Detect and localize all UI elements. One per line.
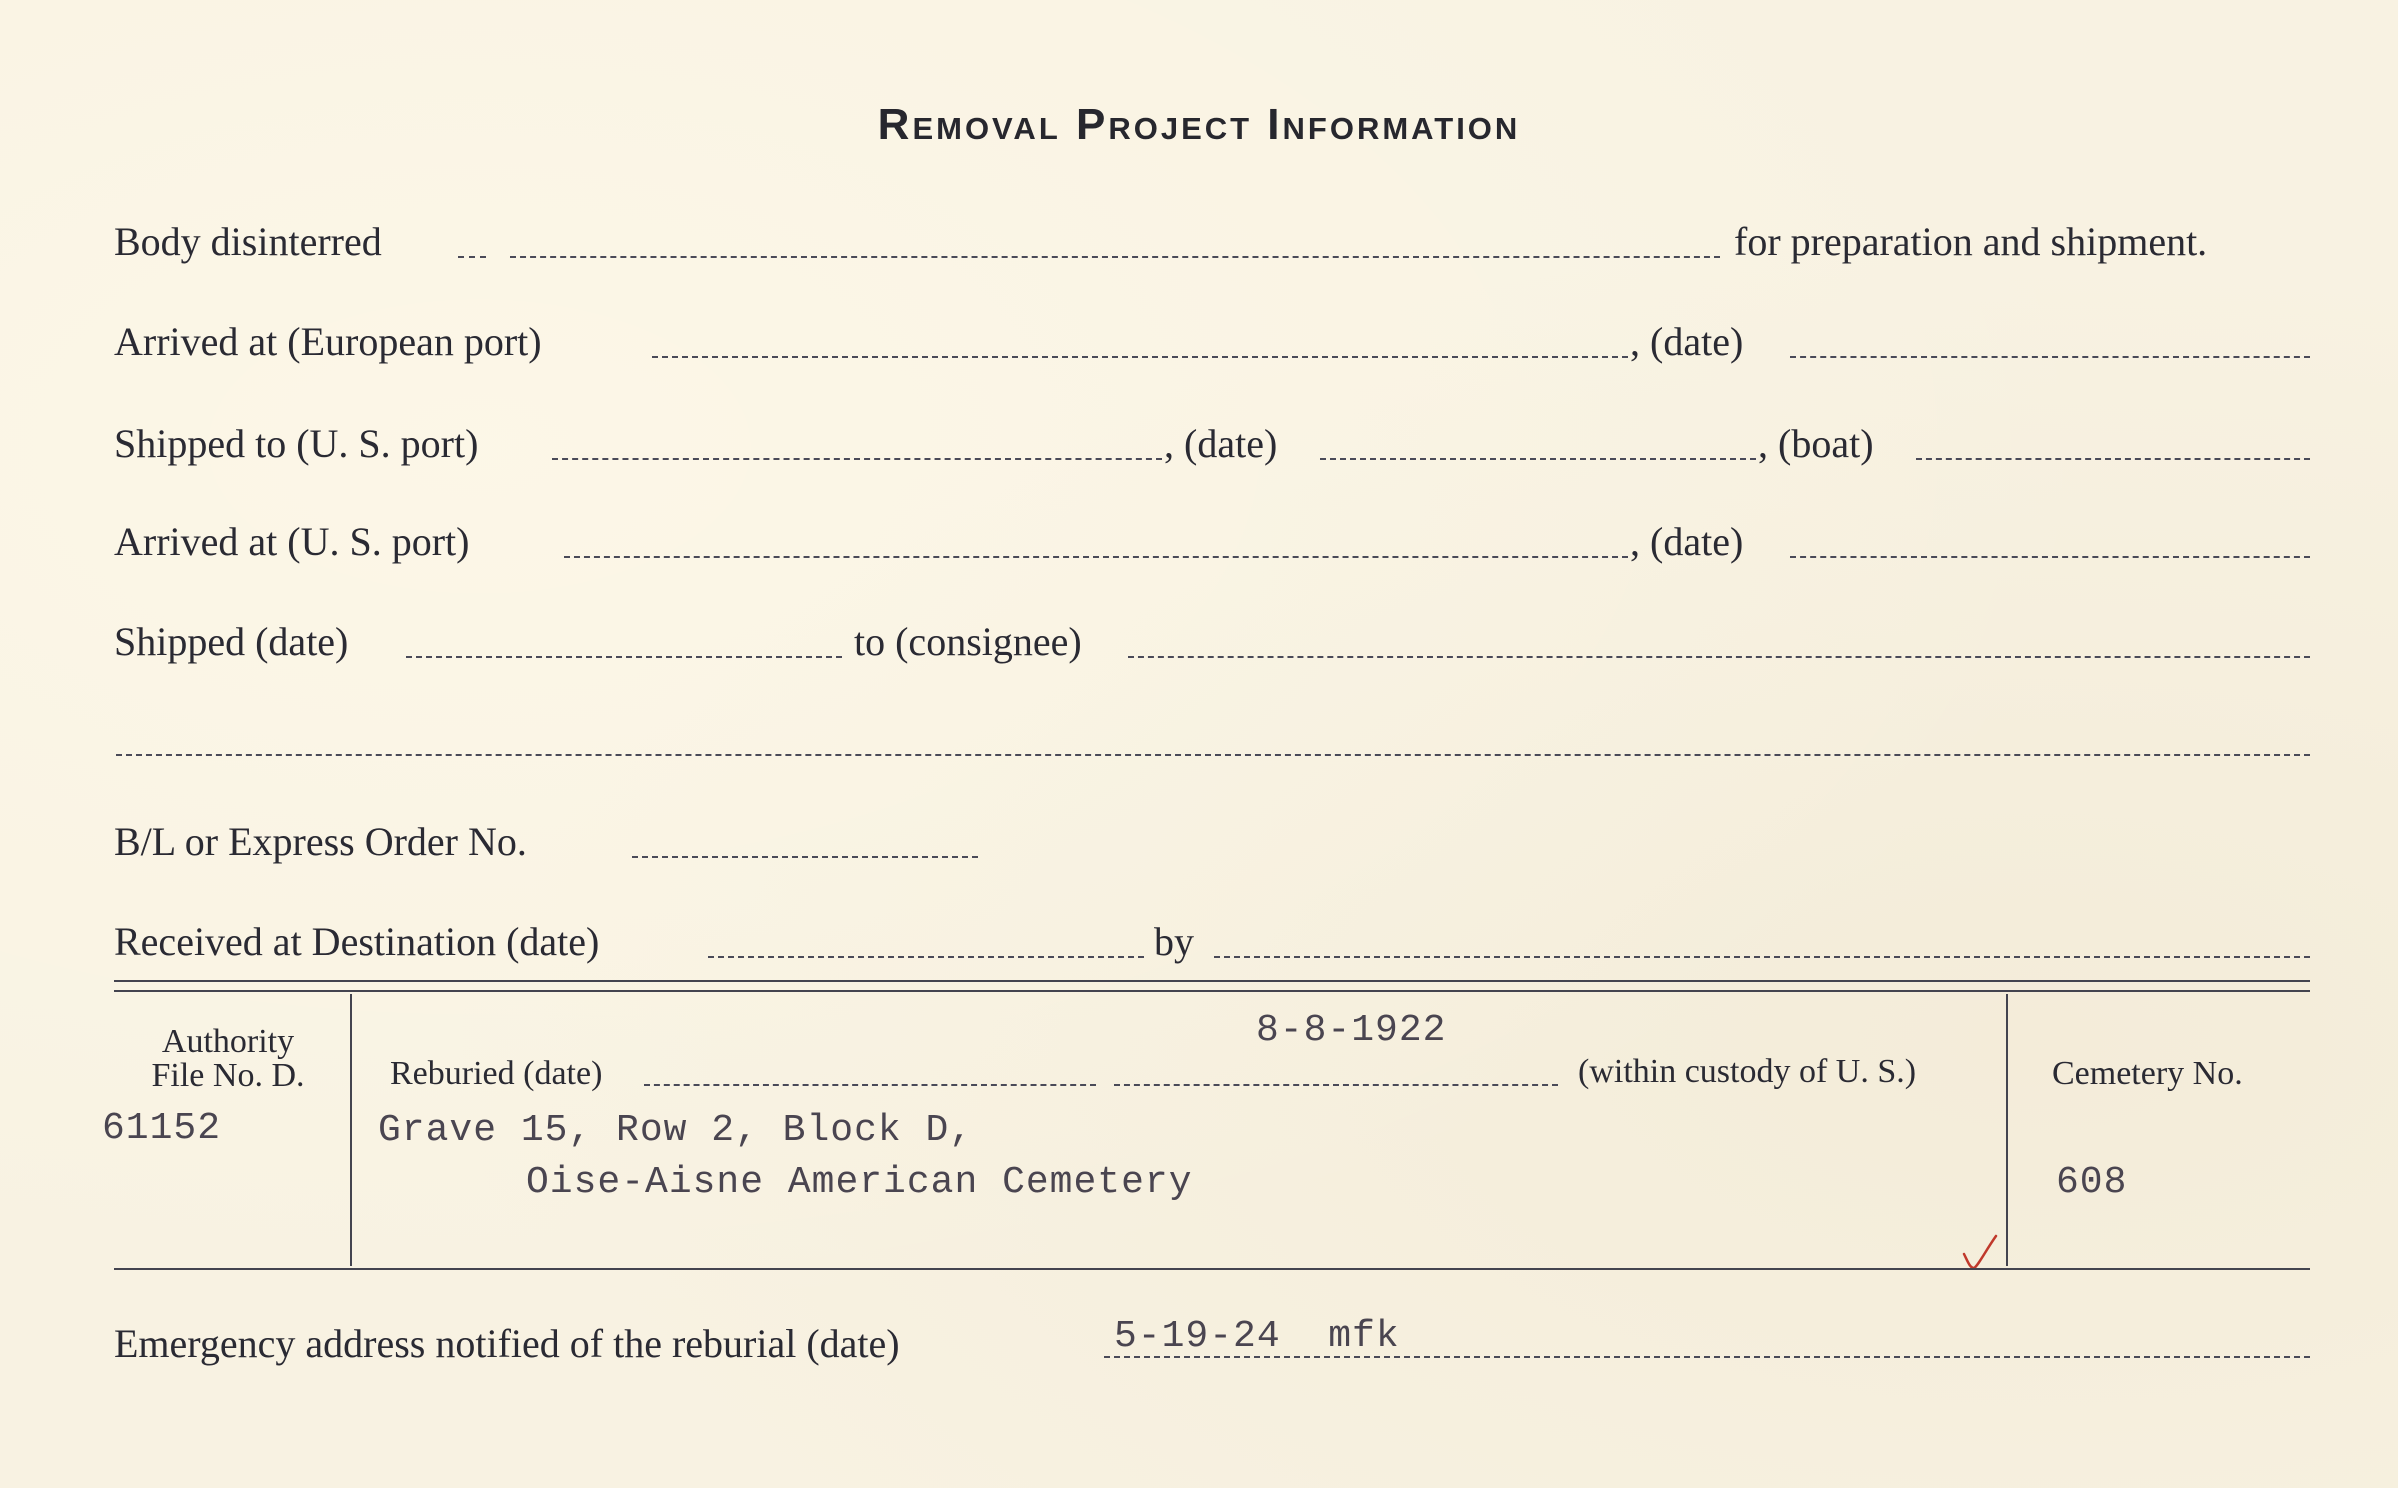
file-number: 61152 — [102, 1107, 222, 1150]
shipped-us-date-line — [1320, 458, 1756, 460]
arrived-european-date-line — [1790, 356, 2310, 358]
reburied-date-value: 8-8-1922 — [1256, 1009, 1447, 1052]
form-title: Removal Project Information — [877, 100, 1521, 149]
arrived-us-date-line — [1790, 556, 2310, 558]
emergency-value: 5-19-24 mfk — [1114, 1315, 1400, 1358]
body-disinterred-suffix: for preparation and shipment. — [1734, 219, 2208, 264]
shipped-us-date-label: , (date) — [1164, 421, 1278, 466]
shipped-date-line — [406, 656, 842, 658]
consignee-continuation-line — [116, 754, 2310, 756]
shipped-us-boat-line — [1916, 458, 2310, 460]
shipped-date-label: Shipped (date) — [114, 619, 349, 664]
box-top-rule-2 — [114, 990, 2310, 992]
box-top-rule-1 — [114, 980, 2310, 982]
received-date-line — [708, 956, 1144, 958]
custody-label: (within custody of U. S.) — [1578, 1053, 1917, 1090]
shipped-us-label: Shipped to (U. S. port) — [114, 421, 479, 466]
reburied-label: Reburied (date) — [390, 1055, 603, 1092]
cemetery-label: Cemetery No. — [2052, 1055, 2243, 1092]
reburied-date-line-2 — [1114, 1084, 1558, 1086]
shipped-us-line — [552, 458, 1162, 460]
emergency-label: Emergency address notified of the reburial (date) — [114, 1321, 900, 1366]
received-by-line — [1214, 956, 2310, 958]
bl-order-label: B/L or Express Order No. — [114, 819, 527, 864]
box-divider-left — [350, 994, 352, 1266]
shipped-us-boat-label: , (boat) — [1758, 421, 1874, 466]
reburied-date-line-1 — [644, 1084, 1096, 1086]
body-disinterred-line — [510, 256, 1720, 258]
check-mark-icon — [1960, 1232, 2000, 1272]
arrived-us-label: Arrived at (U. S. port) — [114, 519, 470, 564]
arrived-us-line — [564, 556, 1628, 558]
arrived-european-line — [652, 356, 1628, 358]
cemetery-number: 608 — [2056, 1161, 2128, 1204]
consignee-label: to (consignee) — [854, 619, 1082, 664]
box-bottom-rule — [114, 1268, 2310, 1270]
arrived-us-date-label: , (date) — [1630, 519, 1744, 564]
received-label: Received at Destination (date) — [114, 919, 600, 964]
arrived-european-label: Arrived at (European port) — [114, 319, 542, 364]
box-divider-right — [2006, 994, 2008, 1266]
received-by-label: by — [1154, 919, 1194, 964]
body-disinterred-label: Body disinterred — [114, 219, 382, 264]
arrived-european-date-label: , (date) — [1630, 319, 1744, 364]
authority-label-2: File No. D. — [151, 1057, 305, 1094]
body-disinterred-line-short — [458, 256, 486, 258]
location-line-1: Grave 15, Row 2, Block D, — [378, 1109, 974, 1152]
bl-order-line — [632, 856, 978, 858]
authority-label-1: Authority — [161, 1023, 295, 1060]
consignee-line — [1128, 656, 2310, 658]
location-line-2: Oise-Aisne American Cemetery — [526, 1161, 1193, 1204]
